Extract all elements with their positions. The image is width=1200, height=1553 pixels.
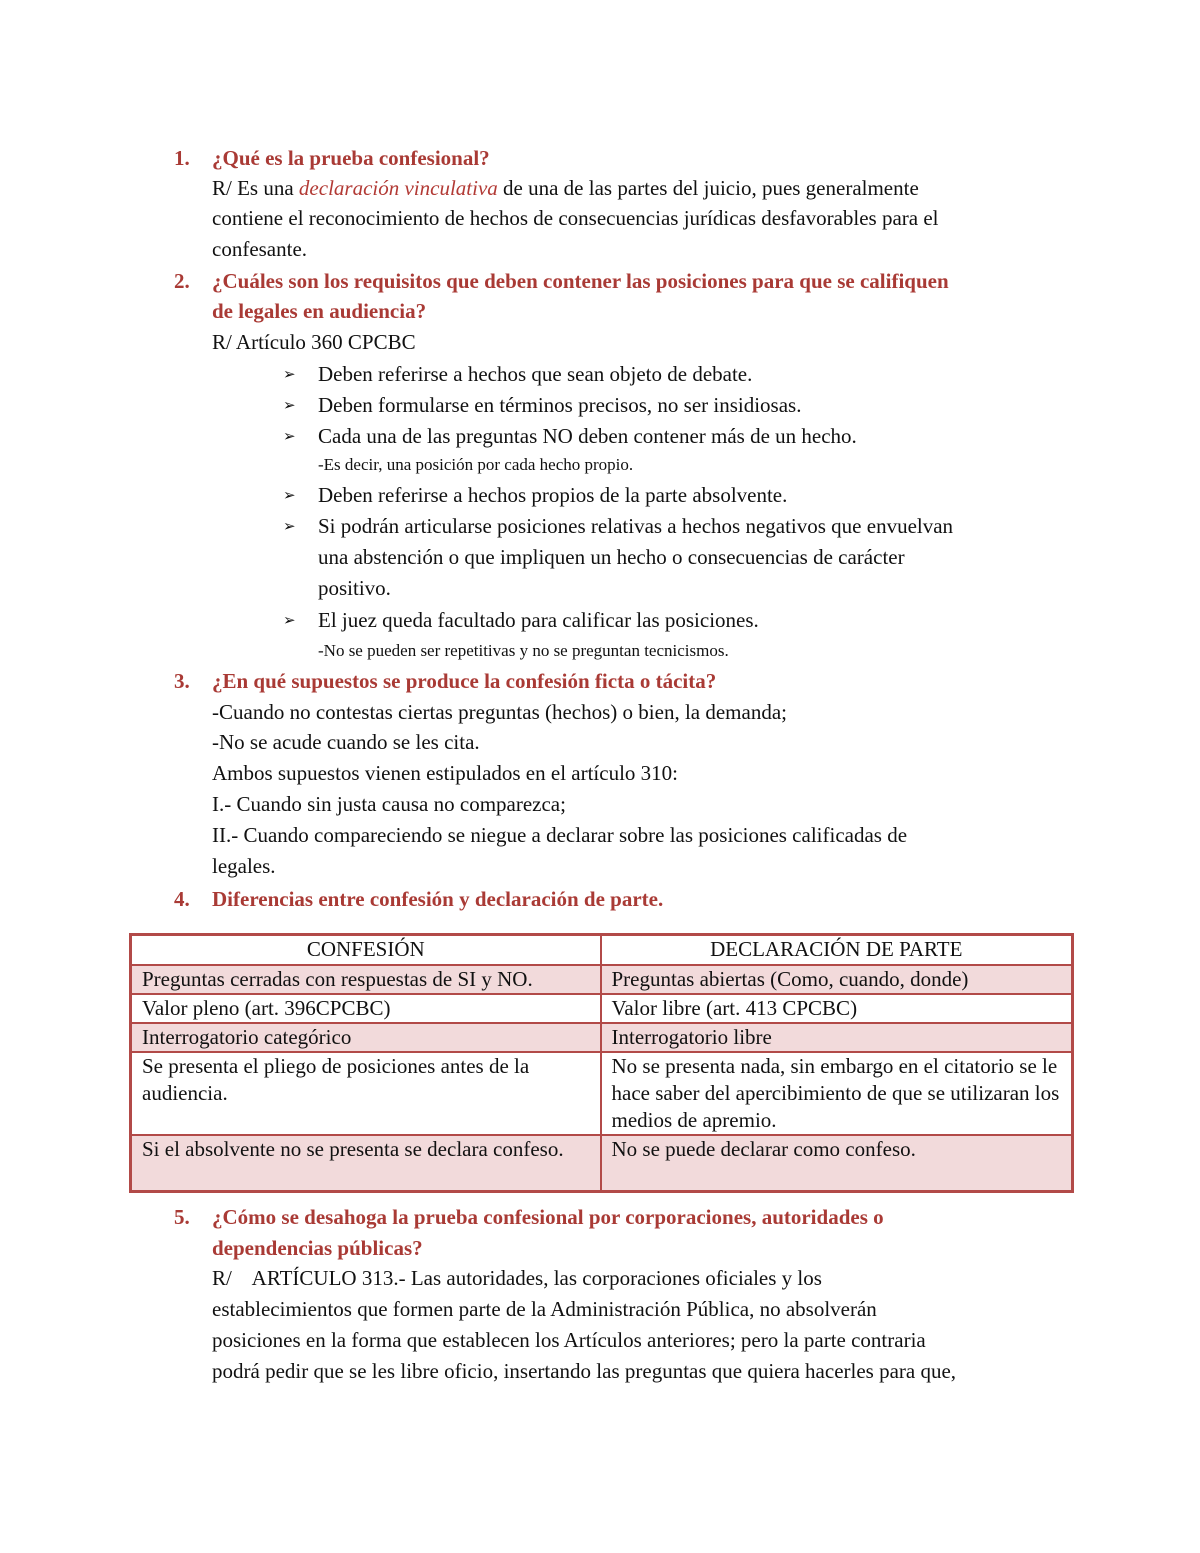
q1-answer-line3: confesante. <box>212 237 308 261</box>
q1-emphasis: declaración vinculativa <box>298 176 498 200</box>
q3-line-2: -No se acude cuando se les cita. <box>212 730 480 754</box>
bullet-arrow-icon: ➢ <box>283 398 296 414</box>
q2-bullet-6: El juez queda facultado para calificar las posiciones. <box>318 608 759 632</box>
q5-line-2: establecimientos que formen parte de la Administración Pública, no absolverán <box>212 1297 877 1321</box>
q2-bullet-3: Cada una de las preguntas NO deben contener más de un hecho. <box>318 424 857 448</box>
q2-number: 2. <box>174 269 190 293</box>
q1-question: ¿Qué es la prueba confesional? <box>212 146 490 170</box>
q3-line-3: Ambos supuestos vienen estipulados en el artículo 310: <box>212 761 679 785</box>
q5-line-3: posiciones en la forma que establecen los Artículos anteriores; pero la parte contraria <box>212 1328 926 1352</box>
q3-question: ¿En qué supuestos se produce la confesión ficta o tácita? <box>212 669 717 693</box>
q2-bullet-5-line3: positivo. <box>318 576 391 600</box>
q1-answer-line2: contiene el reconocimiento de hechos de consecuencias jurídicas desfavorables para el <box>212 206 939 230</box>
table-cell: No se puede declarar como confeso. <box>601 1135 1073 1192</box>
q1-number: 1. <box>174 146 190 170</box>
table-cell: Valor libre (art. 413 CPCBC) <box>601 994 1073 1023</box>
q2-bullet-2: Deben formularse en términos precisos, no ser insidiosas. <box>318 393 802 417</box>
table-row <box>131 1135 1073 1192</box>
bullet-arrow-icon: ➢ <box>283 613 296 629</box>
comparison-table <box>129 933 1074 1193</box>
q2-bullet-3-note: -Es decir, una posición por cada hecho propio. <box>318 455 634 474</box>
q3-number: 3. <box>174 669 190 693</box>
q2-answer: R/ Artículo 360 CPCBC <box>212 330 416 354</box>
q3-line-6: legales. <box>212 854 276 878</box>
bullet-arrow-icon: ➢ <box>283 429 296 445</box>
q4-number: 4. <box>174 887 190 911</box>
q3-line-1: -Cuando no contestas ciertas preguntas (hechos) o bien, la demanda; <box>212 700 787 724</box>
q2-question-line1: ¿Cuáles son los requisitos que deben contener las posiciones para que se califiquen <box>212 269 949 293</box>
bullet-arrow-icon: ➢ <box>283 488 296 504</box>
q2-bullet-5: Si podrán articularse posiciones relativas a hechos negativos que envuelvan <box>318 514 954 538</box>
table-row <box>131 1052 1073 1135</box>
q2-question-line2: de legales en audiencia? <box>212 299 427 323</box>
q1-answer-line1: R/ Es una declaración vinculativa de una de las partes del juicio, pues generalmente <box>212 176 919 200</box>
table-cell: Preguntas cerradas con respuestas de SI y NO. <box>131 965 601 994</box>
table-cell: Valor pleno (art. 396CPCBC) <box>131 994 601 1023</box>
table-row <box>131 965 1073 994</box>
q5-line-1: R/ ARTÍCULO 313.- Las autoridades, las corporaciones oficiales y los <box>212 1266 822 1290</box>
q3-line-4: I.- Cuando sin justa causa no comparezca; <box>212 792 566 816</box>
q4-question: Diferencias entre confesión y declaración de parte. <box>212 887 664 911</box>
table-header-row <box>131 935 1073 966</box>
q2-bullet-1: Deben referirse a hechos que sean objeto de debate. <box>318 362 753 386</box>
table-header-confesion: CONFESIÓN <box>131 935 601 966</box>
bullet-arrow-icon: ➢ <box>283 367 296 383</box>
table-row <box>131 994 1073 1023</box>
table-header-declaracion: DECLARACIÓN DE PARTE <box>601 935 1073 966</box>
q2-bullet-4: Deben referirse a hechos propios de la parte absolvente. <box>318 483 788 507</box>
table-cell: Interrogatorio libre <box>601 1023 1073 1052</box>
q2-bullet-6-note: -No se pueden ser repetitivas y no se preguntan tecnicismos. <box>318 641 729 660</box>
table-cell: No se presenta nada, sin embargo en el citatorio se le hace saber del apercibimiento de que se utilizaran los medios de apremio. <box>601 1052 1073 1135</box>
table-cell: Se presenta el pliego de posiciones antes de la audiencia. <box>131 1052 601 1135</box>
q5-number: 5. <box>174 1205 190 1229</box>
q2-bullet-5-line2: una abstención o que impliquen un hecho o consecuencias de carácter <box>318 545 905 569</box>
q5-question-line2: dependencias públicas? <box>212 1236 423 1260</box>
bullet-arrow-icon: ➢ <box>283 519 296 535</box>
table-row <box>131 1023 1073 1052</box>
table-cell: Interrogatorio categórico <box>131 1023 601 1052</box>
q5-question-line1: ¿Cómo se desahoga la prueba confesional por corporaciones, autoridades o <box>212 1205 884 1229</box>
table-cell: Preguntas abiertas (Como, cuando, donde) <box>601 965 1073 994</box>
q5-line-4: podrá pedir que se les libre oficio, insertando las preguntas que quiera hacerles para que, <box>212 1359 957 1383</box>
q3-line-5: II.- Cuando compareciendo se niegue a declarar sobre las posiciones calificadas de <box>212 823 908 847</box>
table-cell: Si el absolvente no se presenta se declara confeso. <box>131 1135 601 1192</box>
